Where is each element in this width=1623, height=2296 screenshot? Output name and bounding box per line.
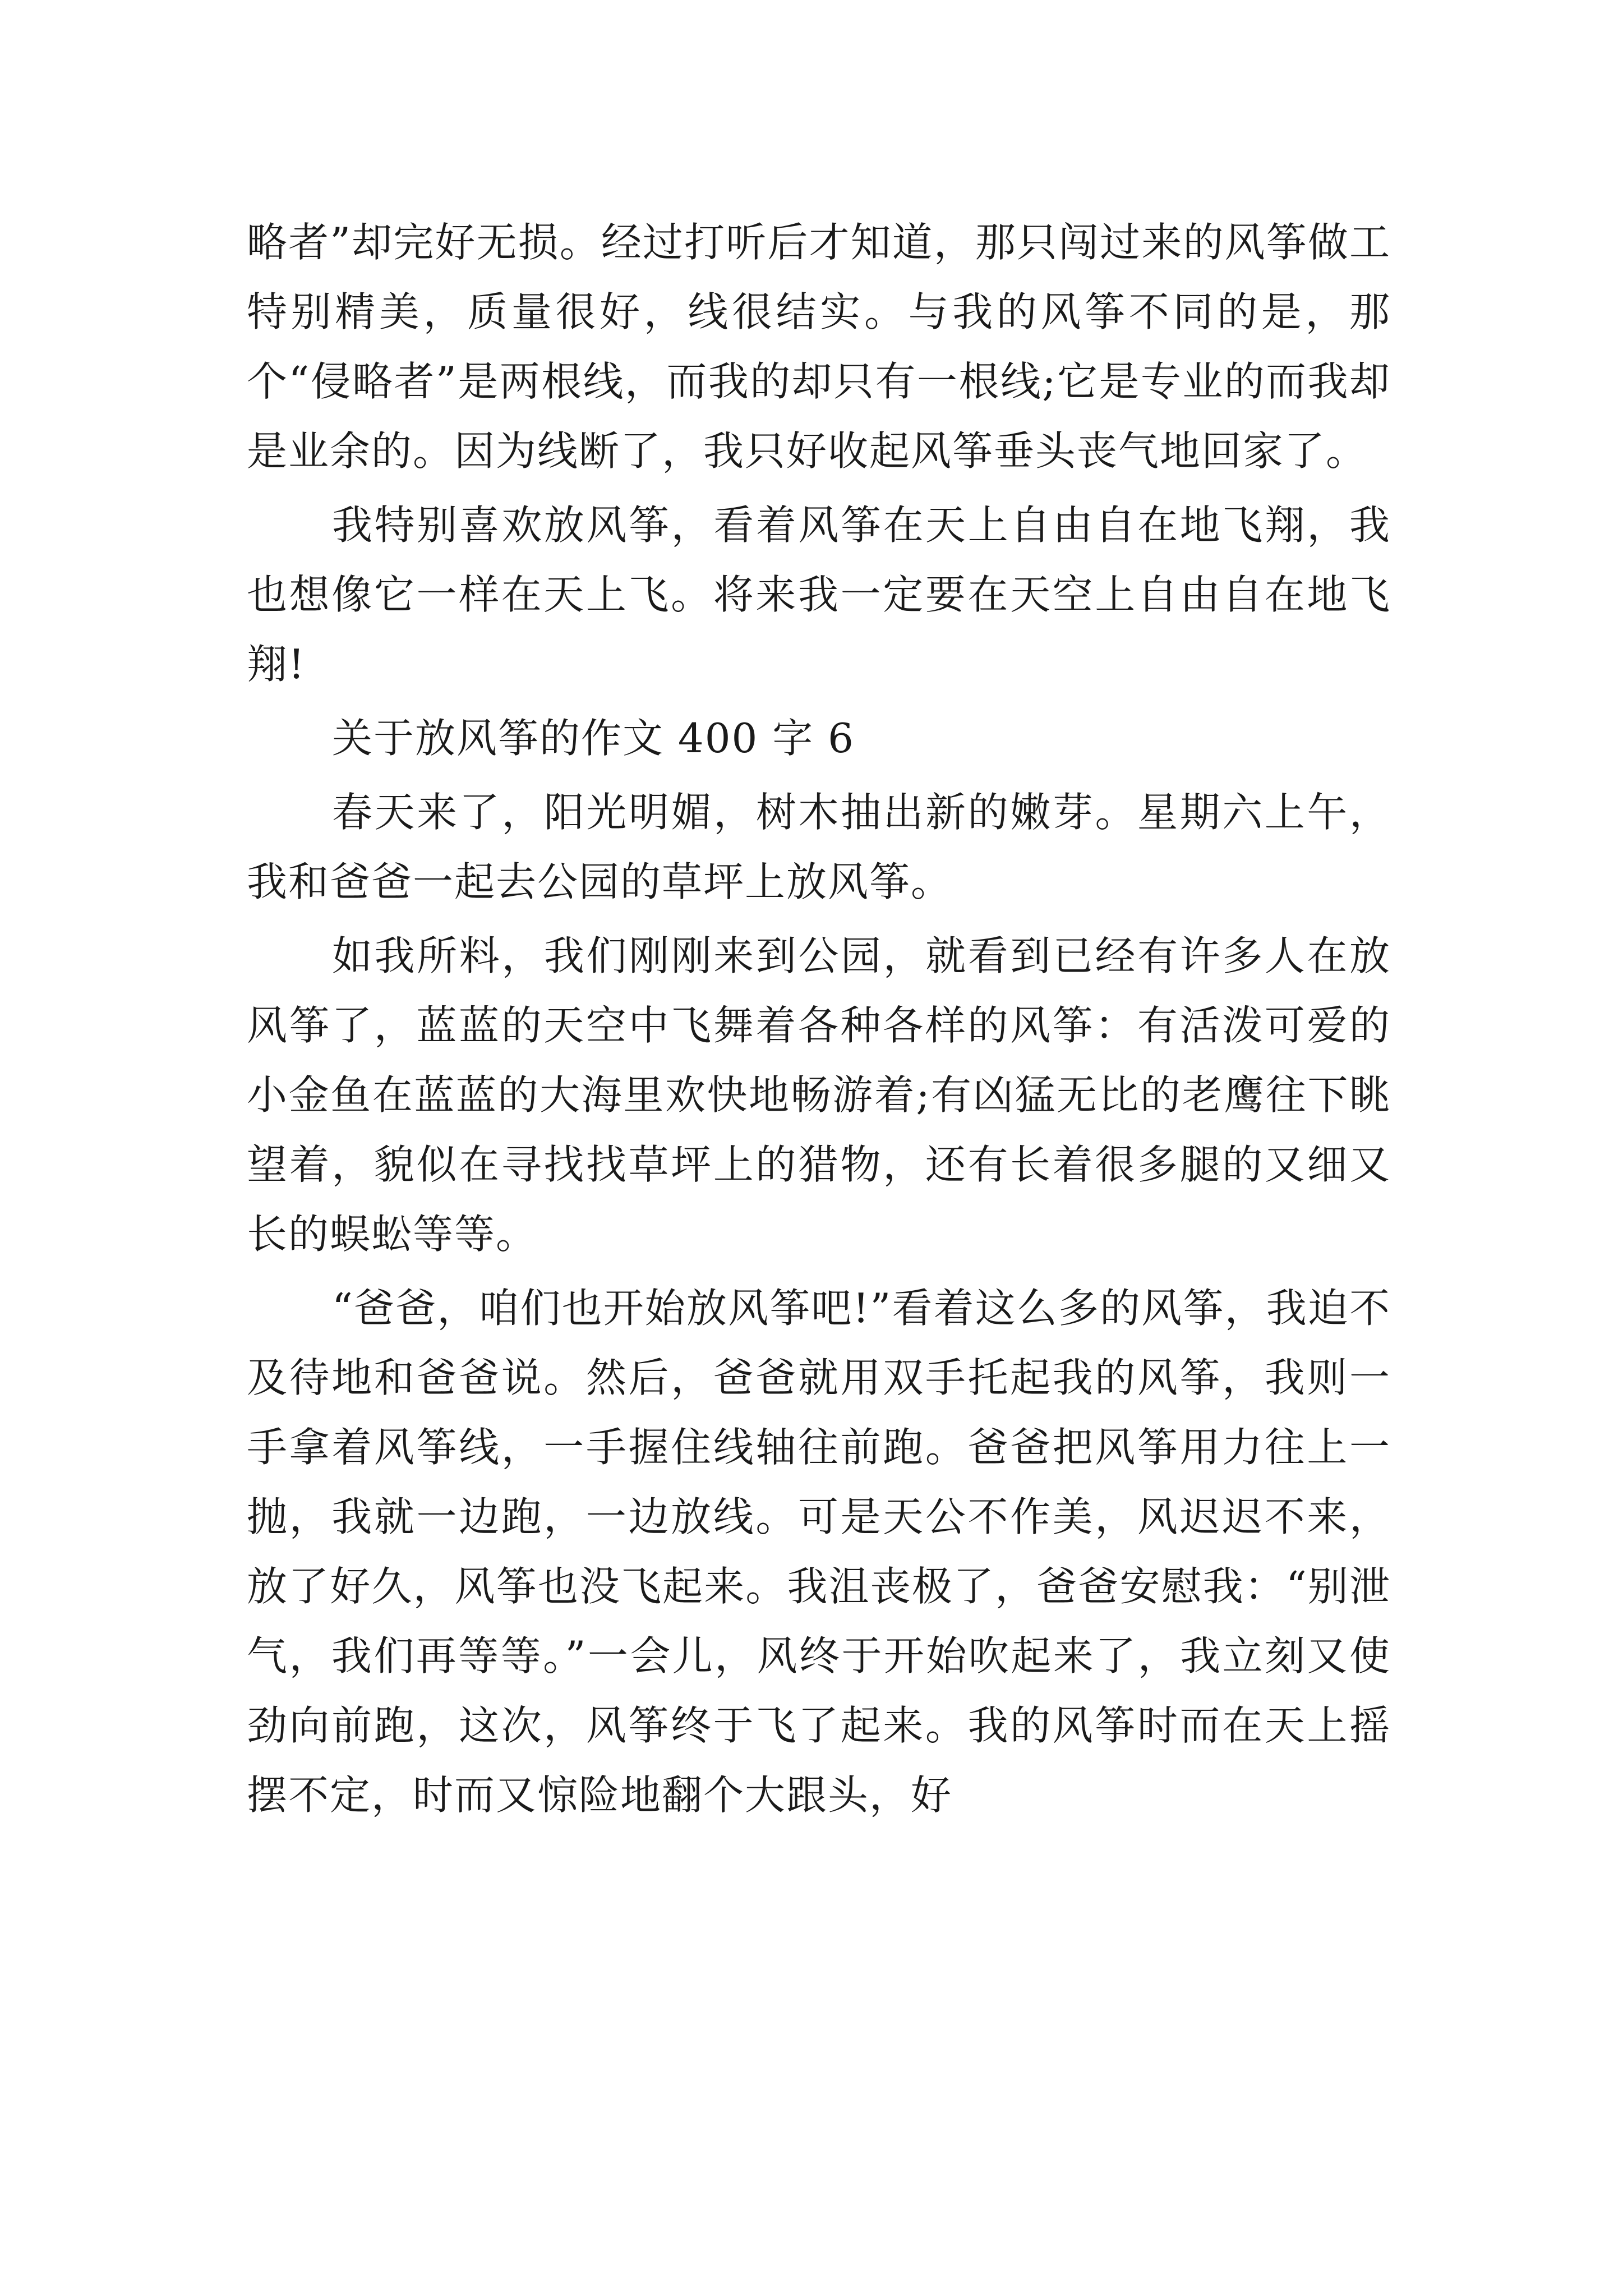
paragraph-1: 略者”却完好无损。经过打听后才知道，那只闯过来的风筝做工特别精美，质量很好，线很结实。与我的风筝不同的是，那个“侵略者”是两根线，而我的却只有一根线;它是专业的而我却是业余的。因为线断了，我只好收起风筝垂头丧气地回家了。 xyxy=(247,219,1391,475)
paragraph-2: 我特别喜欢放风筝，看着风筝在天上自由自在地飞翔，我也想像它一样在天上飞。将来我一定要在天空上自由自在地飞翔! xyxy=(247,501,1391,688)
paragraph-4: 如我所料，我们刚刚来到公园，就看到已经有许多人在放风筝了，蓝蓝的天空中飞舞着各种各样的风筝：有活泼可爱的小金鱼在蓝蓝的大海里欢快地畅游着;有凶猛无比的老鹰往下眺望着，貌似在寻找找草坪上的猎物，还有长着很多腿的又细又长的蜈蚣等等。 xyxy=(247,932,1391,1258)
paragraph-3: 春天来了，阳光明媚，树木抽出新的嫩芽。星期六上午，我和爸爸一起去公园的草坪上放风筝。 xyxy=(247,789,1391,905)
paragraph-5: “爸爸，咱们也开始放风筝吧!”看着这么多的风筝，我迫不及待地和爸爸说。然后，爸爸就用双手托起我的风筝，我则一手拿着风筝线，一手握住线轴往前跑。爸爸把风筝用力往上一抛，我就一边跑，一边放线。可是天公不作美，风迟迟不来，放了好久，风筝也没飞起来。我沮丧极了，爸爸安慰我：“别泄气，我们再等等。”一会儿，风终于开始吹起来了，我立刻又使劲向前跑，这次，风筝终于飞了起来。我的风筝时而在天上摇摆不定，时而又惊险地翻个大跟头，好 xyxy=(247,1285,1391,1819)
essay-heading: 关于放风筝的作文 400 字 6 xyxy=(332,715,855,762)
document-body xyxy=(247,208,1391,1834)
